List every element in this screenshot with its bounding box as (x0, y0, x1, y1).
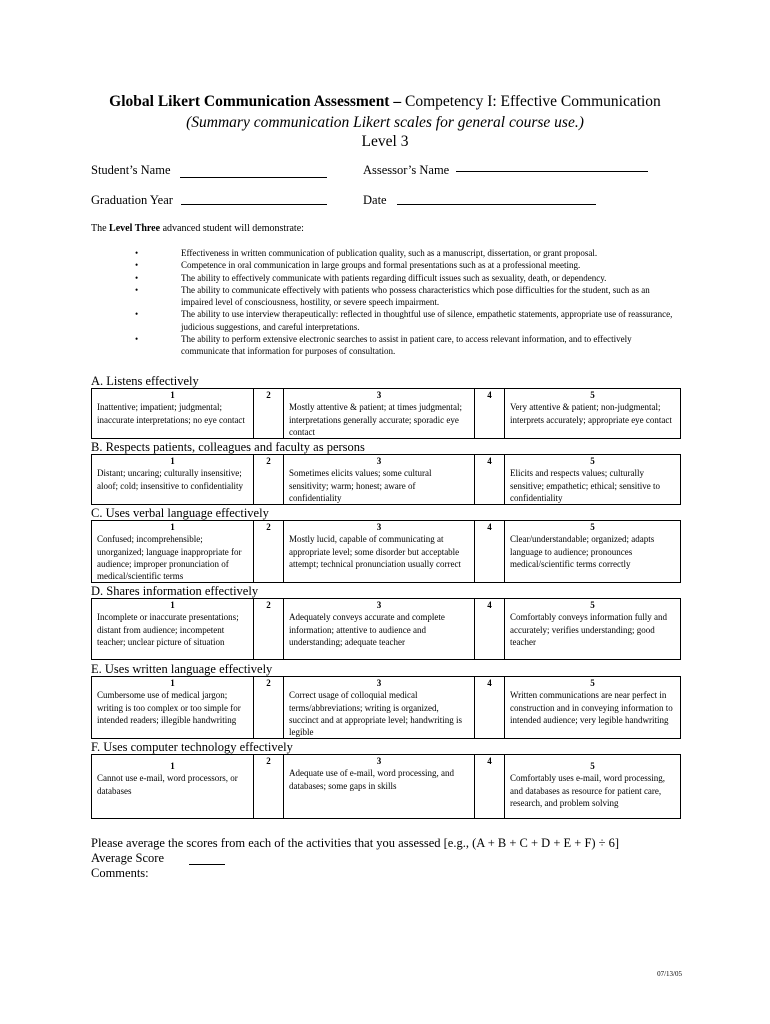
score-cell-2[interactable]: 2 (254, 677, 284, 739)
section-f-scale (91, 754, 681, 819)
list-item: • Effectiveness in written communication of publication quality, such as a manuscript, dissertation, or grant proposal. (130, 247, 680, 259)
bullet-icon: • (135, 334, 139, 345)
comments-label: Comments: (91, 866, 149, 880)
table-row (92, 389, 681, 439)
student-name-label: Student’s Name (91, 163, 171, 177)
score-cell-1[interactable]: 1 Inattentive; impatient; judgmental; inaccurate interpretations; no eye contact (92, 389, 254, 439)
score-cell-3[interactable]: 3 Adequate use of e-mail, word processing, and databases; some gaps in skills (284, 755, 475, 819)
table-row (92, 755, 681, 819)
average-instructions: Please average the scores from each of the activities that you assessed [e.g., (A + B + C + D + E + F) ÷ 6] (91, 836, 620, 850)
score-cell-5[interactable]: 5 Very attentive & patient; non-judgmental; interprets accurately; appropriate eye contact (505, 389, 681, 439)
section-b-title: B. Respects patients, colleagues and faculty as persons (91, 440, 365, 454)
score-cell-1[interactable]: 1 Incomplete or inaccurate presentations; distant from audience; incompetent teacher; unclear picture of situation (92, 599, 254, 660)
list-item: • The ability to perform extensive electronic searches to assist in patient care, to access relevant information, and to effectively communicate that information for purposes of consultation. (130, 333, 680, 358)
score-cell-4[interactable]: 4 (475, 521, 505, 583)
list-item: • The ability to use interview therapeutically: reflected in thoughtful use of silence, empathetic statements, appropriate use of reassurance, judicious suggestions, and careful interpretations. (130, 308, 680, 333)
bullet-icon: • (135, 284, 139, 295)
date-field[interactable] (397, 204, 596, 205)
section-d-scale (91, 598, 681, 660)
section-a-scale (91, 388, 681, 439)
list-item: • Competence in oral communication in large groups and formal presentations such as at a professional meeting. (130, 259, 680, 271)
graduation-year-field[interactable] (181, 204, 327, 205)
date-label: Date (363, 193, 387, 207)
score-cell-1[interactable]: 1 Cannot use e-mail, word processors, or databases (92, 755, 254, 819)
table-row (92, 599, 681, 660)
score-cell-4[interactable]: 4 (475, 599, 505, 660)
competency-bullet-list (130, 247, 680, 358)
section-c-title: C. Uses verbal language effectively (91, 506, 269, 520)
student-name-field[interactable] (180, 177, 327, 178)
bullet-icon: • (135, 260, 139, 271)
score-cell-3[interactable]: 3 Sometimes elicits values; some cultural sensitivity; warm; honest; aware of confidentiality (284, 455, 475, 505)
table-row (92, 455, 681, 505)
table-row (92, 521, 681, 583)
section-e-scale (91, 676, 681, 739)
score-cell-4[interactable]: 4 (475, 389, 505, 439)
bullet-icon: • (135, 272, 139, 283)
score-cell-4[interactable]: 4 (475, 677, 505, 739)
graduation-year-label: Graduation Year (91, 193, 173, 207)
score-cell-2[interactable]: 2 (254, 455, 284, 505)
score-cell-5[interactable]: 5 Comfortably uses e-mail, word processing, and databases as resource for patient care, research, and problem solving (505, 755, 681, 819)
score-cell-1[interactable]: 1 Distant; uncaring; culturally insensitive; aloof; cold; insensitive to confidentiality (92, 455, 254, 505)
section-e-title: E. Uses written language effectively (91, 662, 273, 676)
table-row (92, 677, 681, 739)
score-cell-1[interactable]: 1 Confused; incomprehensible; unorganized; language inappropriate for audience; improper pronunciation of medical/scientific terms (92, 521, 254, 583)
score-cell-2[interactable]: 2 (254, 599, 284, 660)
section-b-scale (91, 454, 681, 505)
score-cell-2[interactable]: 2 (254, 389, 284, 439)
score-cell-2[interactable]: 2 (254, 521, 284, 583)
score-cell-4[interactable]: 4 (475, 455, 505, 505)
average-score-field[interactable] (189, 864, 225, 865)
page-title: Global Likert Communication Assessment – Competency I: Effective Communication (109, 93, 661, 110)
score-cell-2[interactable]: 2 (254, 755, 284, 819)
level-heading: Level 3 (361, 133, 409, 150)
document-date: 07/13/05 (657, 970, 682, 978)
score-cell-4[interactable]: 4 (475, 755, 505, 819)
list-item: • The ability to effectively communicate with patients regarding difficult issues such as sexuality, death, or dependency. (130, 272, 680, 284)
score-cell-3[interactable]: 3 Correct usage of colloquial medical terms/abbreviations; writing is organized, succinct and at appropriate level; handwriting is legible (284, 677, 475, 739)
intro-text: The Level Three advanced student will demonstrate: (91, 223, 304, 234)
section-c-scale (91, 520, 681, 583)
assessor-name-label: Assessor’s Name (363, 163, 450, 177)
section-f-title: F. Uses computer technology effectively (91, 740, 293, 754)
score-cell-5[interactable]: 5 Elicits and respects values; culturally sensitive; empathetic; ethical; sensitive to confidentiality (505, 455, 681, 505)
score-cell-3[interactable]: 3 Mostly lucid, capable of communicating at appropriate level; some disorder but acceptable attempt; technical pronunciation usually correct (284, 521, 475, 583)
page-subtitle: (Summary communication Likert scales for general course use.) (186, 114, 584, 131)
bullet-icon: • (135, 248, 139, 258)
score-cell-3[interactable]: 3 Adequately conveys accurate and complete information; attentive to audience and understanding; adequate teacher (284, 599, 475, 660)
score-cell-3[interactable]: 3 Mostly attentive & patient; at times judgmental; interpretations generally accurate; sporadic eye contact (284, 389, 475, 439)
section-a-title: A. Listens effectively (91, 374, 199, 388)
section-d-title: D. Shares information effectively (91, 584, 259, 598)
score-cell-5[interactable]: 5 Comfortably conveys information fully and accurately; verifies understanding; good teacher (505, 599, 681, 660)
list-item: • The ability to communicate effectively with patients who possess characteristics which pose difficulties for the student, such as an impaired level of consciousness, hostility, or severe speech impairment. (130, 284, 680, 309)
average-score-label: Average Score (91, 851, 164, 865)
comments-field[interactable] (91, 884, 680, 954)
score-cell-5[interactable]: 5 Written communications are near perfect in construction and in conveying information to intended audience; very legible handwriting (505, 677, 681, 739)
assessor-name-field[interactable] (456, 171, 648, 172)
score-cell-5[interactable]: 5 Clear/understandable; organized; adapts language to audience; pronounces medical/scientific terms correctly (505, 521, 681, 583)
score-cell-1[interactable]: 1 Cumbersome use of medical jargon; writing is too complex or too simple for intended readers; illegible handwriting (92, 677, 254, 739)
bullet-icon: • (135, 309, 139, 320)
